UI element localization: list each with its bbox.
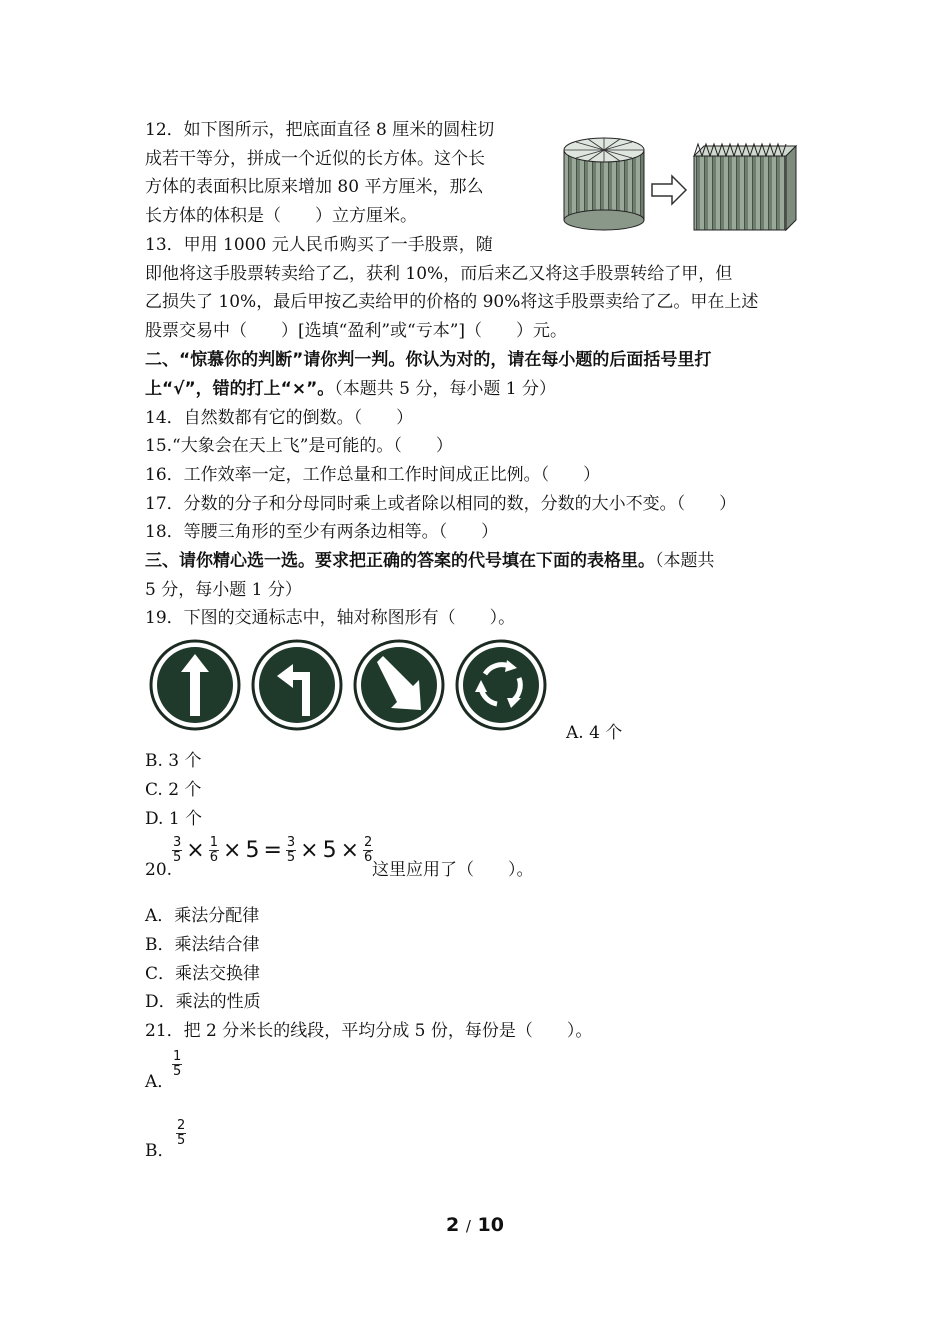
q20-suffix: 这里应用了（ ）。 — [372, 860, 534, 880]
q18: 18．等腰三角形的至少有两条边相等。（ ） — [145, 522, 499, 542]
q19-option-c: C. 2 个 — [145, 780, 202, 800]
section2-heading-line1: 二、“惊慕你的判断”请你判一判。你认为对的，请在每小题的后面括号里打 — [145, 350, 712, 370]
section3-heading-line1 — [145, 549, 715, 573]
section2-note: （本题共 5 分，每小题 1 分） — [334, 379, 557, 399]
q19-option-b: B. 3 个 — [145, 751, 202, 771]
q12-line-2: 成若干等分，拼成一个近似的长方体。这个长 — [145, 149, 485, 169]
q15: 15.“大象会在天上飞”是可能的。（ ） — [145, 436, 453, 456]
section3-note1: （本题共 — [655, 551, 715, 571]
q21-option-b-label: B． — [145, 1141, 175, 1161]
q20-option-d: D．乘法的性质 — [145, 992, 261, 1012]
cylinder-to-cuboid-figure — [560, 132, 805, 237]
q13-line-1: 13．甲用 1000 元人民币购买了一手股票，随 — [145, 235, 493, 255]
q16: 16．工作效率一定，工作总量和工作时间成正比例。（ ） — [145, 465, 601, 485]
q17: 17．分数的分子和分母同时乘上或者除以相同的数，分数的大小不变。（ ） — [145, 494, 737, 514]
section3-heading-bold: 三、请你精心选一选。要求把正确的答案的代号填在下面的表格里。 — [145, 551, 655, 571]
q20-prefix: 20. — [145, 860, 173, 880]
q13-line-2: 即他将这手股票转卖给了乙，获利 10%，而后来乙又将这手股票转给了甲，但 — [145, 264, 733, 284]
q20-frac-3: $\frac{3}{5}$ — [286, 835, 296, 865]
section3-note2: 5 分，每小题 1 分） — [145, 580, 302, 600]
q21-stem: 21．把 2 分米长的线段，平均分成 5 份，每份是（ ）。 — [145, 1021, 593, 1041]
q19-option-d: D. 1 个 — [145, 809, 203, 829]
straight-arrow-sign-icon — [151, 641, 239, 729]
roundabout-sign-icon — [457, 641, 545, 729]
q21-option-a-label: A． — [145, 1072, 175, 1092]
section2-heading-bold: 上“√”，错的打上“×”。 — [145, 379, 335, 399]
q20-frac-2: $\frac{1}{6}$ — [209, 835, 218, 865]
q20-option-a: A．乘法分配律 — [145, 906, 260, 926]
q20-equation: $\frac{3}{5}$ × $\frac{1}{6}$ × 5 = $\frac{3}{5}$ × 5 × $\frac{2}{6}$ — [173, 835, 373, 865]
q12-line-1: 12．如下图所示，把底面直径 8 厘米的圆柱切 — [145, 120, 495, 140]
q13-line-4: 股票交易中（ ）[选填“盈利”或“亏本”]（ ）元。 — [145, 321, 568, 341]
q14: 14．自然数都有它的倒数。（ ） — [145, 408, 414, 428]
diagonal-arrow-sign-icon — [355, 641, 443, 729]
page-number: 2 / 10 — [446, 1214, 504, 1236]
q21-option-b-frac: $\frac{2}{5}$ — [177, 1118, 186, 1148]
q20-option-b: B．乘法结合律 — [145, 935, 260, 955]
q19-option-a: A. 4 个 — [566, 723, 623, 743]
traffic-signs-figure — [145, 636, 555, 734]
q21-option-a-frac: $\frac{1}{5}$ — [173, 1049, 182, 1079]
q12-line-3: 方体的表面积比原来增加 80 平方厘米，那么 — [145, 177, 484, 197]
q19-stem: 19．下图的交通标志中，轴对称图形有（ ）。 — [145, 608, 516, 628]
q13-line-3: 乙损失了 10%，最后甲按乙卖给甲的价格的 90%将这手股票卖给了乙。甲在上述 — [145, 292, 759, 312]
left-turn-sign-icon — [253, 641, 341, 729]
q20-frac-4: $\frac{2}{6}$ — [364, 835, 373, 865]
section2-heading-line2 — [145, 377, 556, 401]
q12-line-4: 长方体的体积是（ ）立方厘米。 — [145, 206, 417, 226]
q20-frac-1: $\frac{3}{5}$ — [173, 835, 182, 865]
q20-option-c: C．乘法交换律 — [145, 964, 261, 984]
